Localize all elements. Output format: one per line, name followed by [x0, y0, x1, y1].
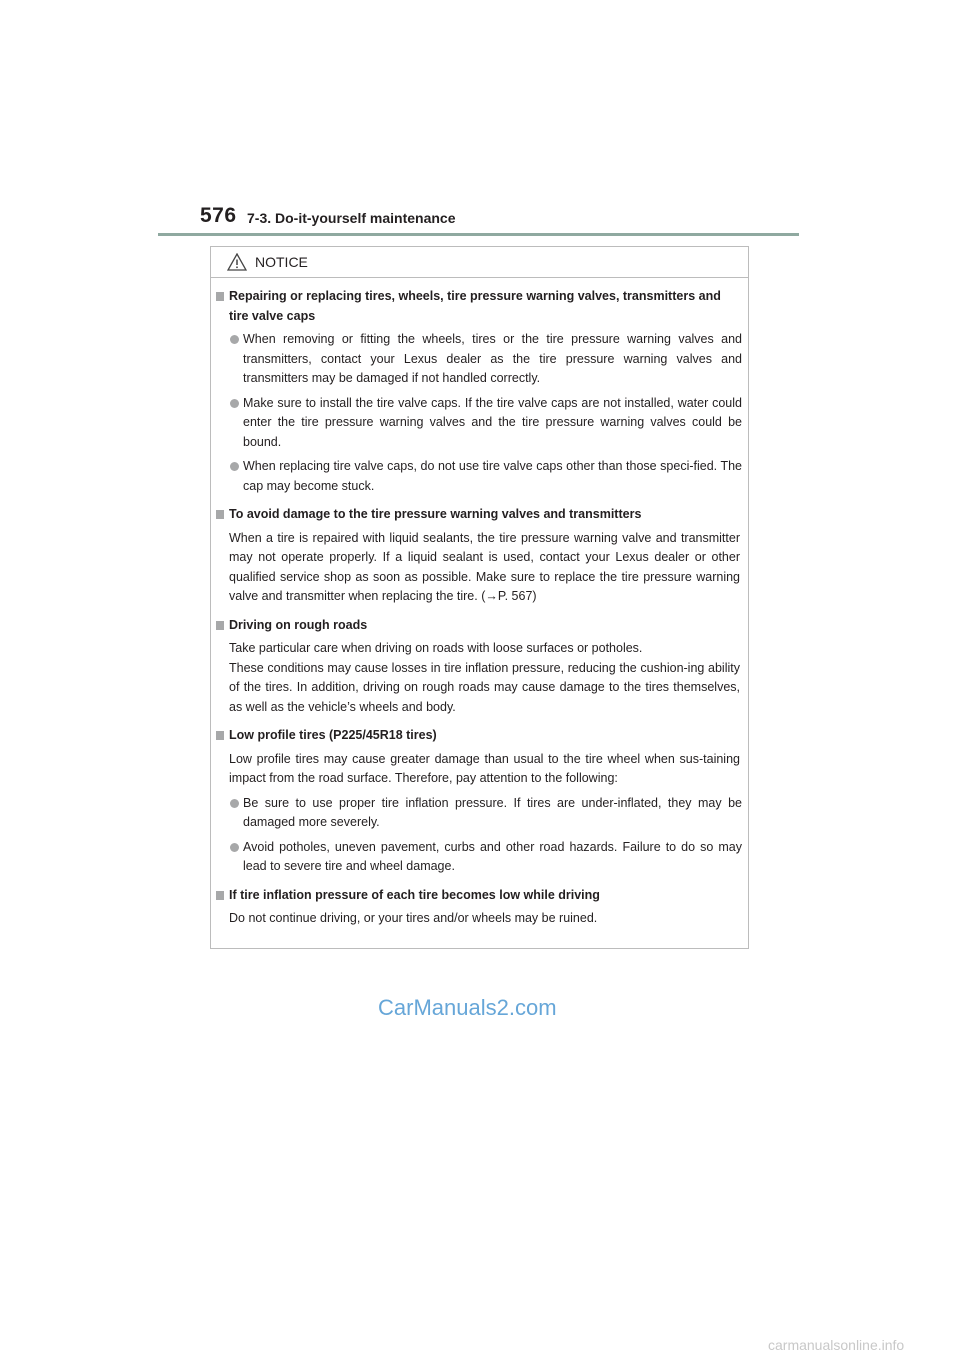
circle-bullet-icon: [230, 335, 239, 344]
notice-body: [211, 287, 750, 934]
page-number: 576: [200, 204, 237, 227]
footer-watermark: carmanualsonline.info: [768, 1337, 905, 1353]
section-heading: Low profile tires (P225/45R18 tires): [211, 726, 742, 746]
watermark-link[interactable]: CarManuals2.com: [378, 995, 557, 1020]
header-rule: [158, 233, 799, 236]
circle-bullet-icon: [230, 799, 239, 808]
section-text: When a tire is repaired with liquid sealants, the tire pressure warning valve and transmitter may not operate properly. If a liquid sealant is used, contact your Lexus dealer or other qualified service shop as soon as possible. Make sure to replace the tire pressure warning valve and transmitter when replacing the tire. (→P. 567): [229, 530, 740, 603]
circle-bullet-icon: [230, 462, 239, 471]
circle-bullet-icon: [230, 399, 239, 408]
bullet-item: Make sure to install the tire valve caps. If the tire valve caps are not installed, water could enter the tire pressure warning valves and the tire pressure warning valves could be bound.: [211, 394, 742, 453]
bullet-item: When removing or fitting the wheels, tires or the tire pressure warning valves and transmitters, contact your Lexus dealer as the tire pressure warning valves and transmitters may be damaged if not handled correctly.: [211, 330, 742, 389]
square-bullet-icon: [216, 731, 224, 740]
warning-icon: [227, 253, 247, 271]
square-bullet-icon: [216, 292, 224, 301]
section-text: Take particular care when driving on roads with loose surfaces or potholes.: [229, 641, 643, 655]
section-text: These conditions may cause losses in tire inflation pressure, reducing the cushion-ing ability of the tires. In addition, driving on rough roads may cause damage to the tires themselves, as well as the vehicle’s wheels and body.: [229, 660, 740, 714]
section-heading: To avoid damage to the tire pressure warning valves and transmitters: [211, 505, 742, 525]
notice-title: NOTICE: [255, 254, 308, 270]
bullet-item: Avoid potholes, uneven pavement, curbs and other road hazards. Failure to do so may lead to severe tire and wheel damage.: [211, 838, 742, 877]
section-title: 7-3. Do-it-yourself maintenance: [247, 210, 456, 226]
circle-bullet-icon: [230, 843, 239, 852]
square-bullet-icon: [216, 621, 224, 630]
bullet-item: When replacing tire valve caps, do not use tire valve caps other than those speci-fied. The cap may become stuck.: [211, 457, 742, 496]
section-heading: Repairing or replacing tires, wheels, tire pressure warning valves, transmitters and tire valve caps: [211, 287, 742, 326]
section-text: Do not continue driving, or your tires and/or wheels may be ruined.: [229, 911, 598, 925]
section-heading: Driving on rough roads: [211, 616, 742, 636]
notice-box: [210, 246, 749, 949]
square-bullet-icon: [216, 510, 224, 519]
notice-header: [211, 247, 748, 278]
square-bullet-icon: [216, 891, 224, 900]
bullet-item: Be sure to use proper tire inflation pressure. If tires are under-inflated, they may be damaged more severely.: [211, 794, 742, 833]
section-heading: If tire inflation pressure of each tire becomes low while driving: [211, 886, 742, 906]
page-header: [200, 204, 800, 234]
section-text: Low profile tires may cause greater damage than usual to the tire wheel when sus-taining impact from the road surface. Therefore, pay attention to the following:: [229, 751, 740, 785]
